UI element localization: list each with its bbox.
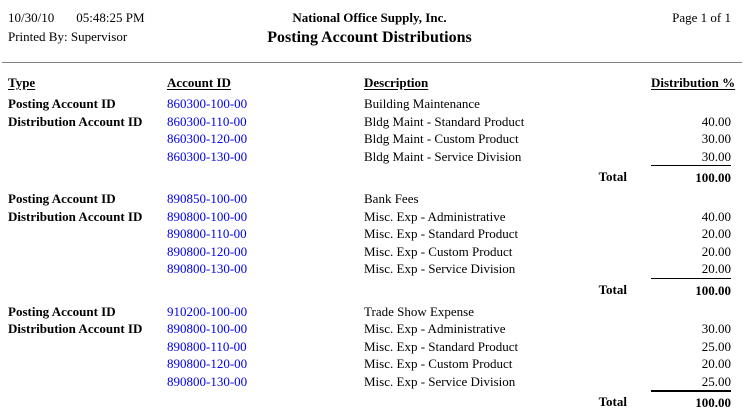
report-date: 10/30/10 (8, 10, 55, 25)
row-type-label (8, 260, 167, 278)
account-id-link[interactable]: 890850-100-00 (167, 191, 248, 206)
table-row (8, 190, 731, 208)
table-row (8, 95, 731, 113)
row-type-label (8, 130, 167, 148)
table-row (8, 148, 731, 166)
distribution-block (8, 303, 731, 412)
row-distribution-pct: 25.00 (701, 338, 731, 354)
row-type-label: Posting Account ID (8, 191, 116, 206)
total-row (8, 390, 731, 411)
total-label: Total (598, 169, 627, 184)
account-id-link[interactable]: 890800-130-00 (167, 373, 248, 389)
row-type-label: Distribution Account ID (8, 208, 143, 224)
account-id-link[interactable]: 860300-130-00 (167, 148, 248, 164)
row-type-label (8, 148, 167, 166)
page-number: Page 1 of 1 (672, 10, 731, 25)
report-body (8, 95, 731, 411)
account-id-link[interactable]: 890800-110-00 (167, 338, 247, 354)
table-row (8, 113, 731, 131)
row-type-label: Posting Account ID (8, 96, 116, 111)
row-description: Misc. Exp - Custom Product (364, 243, 513, 259)
row-description: Misc. Exp - Service Division (364, 261, 516, 276)
row-distribution-pct: 20.00 (701, 226, 731, 241)
row-distribution-pct: 30.00 (701, 131, 731, 146)
table-row (8, 130, 731, 148)
row-type-label (8, 225, 167, 243)
total-value: 100.00 (651, 278, 731, 299)
row-distribution-pct: 25.00 (701, 373, 731, 389)
report-title: Posting Account Distributions (267, 29, 472, 46)
column-header-row (8, 74, 736, 91)
report-header (8, 10, 731, 49)
total-row (8, 165, 731, 186)
report-time: 05:48:25 PM (76, 10, 145, 25)
row-type-label: Posting Account ID (8, 303, 116, 319)
row-description: Misc. Exp - Standard Product (364, 338, 519, 354)
table-row (8, 243, 731, 261)
row-distribution-pct: 20.00 (701, 261, 731, 276)
row-description: Bldg Maint - Service Division (364, 148, 522, 164)
row-distribution-pct: 30.00 (701, 148, 731, 164)
row-distribution-pct: 40.00 (701, 208, 731, 224)
company-name: National Office Supply, Inc. (292, 10, 447, 25)
distribution-block (8, 190, 731, 299)
row-description: Misc. Exp - Administrative (364, 321, 506, 336)
total-label: Total (598, 394, 627, 409)
row-type-label (8, 338, 167, 356)
account-id-link[interactable]: 890800-120-00 (167, 356, 248, 371)
account-id-link[interactable]: 910200-100-00 (167, 303, 248, 319)
account-id-link[interactable]: 890800-120-00 (167, 243, 248, 259)
printed-by: Printed By: Supervisor (8, 29, 128, 44)
row-type-label (8, 355, 167, 373)
account-id-link[interactable]: 860300-100-00 (167, 96, 248, 111)
column-header-account-id: Account ID (167, 75, 231, 90)
row-distribution-pct: 20.00 (701, 243, 731, 259)
row-description: Misc. Exp - Standard Product (364, 226, 519, 241)
table-row (8, 320, 731, 338)
row-distribution-pct (651, 303, 731, 321)
row-distribution-pct: 20.00 (701, 356, 731, 371)
account-id-link[interactable]: 860300-120-00 (167, 131, 248, 146)
row-type-label: Distribution Account ID (8, 321, 143, 336)
account-id-link[interactable]: 890800-130-00 (167, 261, 248, 276)
account-id-link[interactable]: 890800-100-00 (167, 208, 248, 224)
total-value: 100.00 (651, 165, 731, 186)
header-divider (2, 62, 742, 63)
row-description: Trade Show Expense (364, 303, 475, 319)
row-distribution-pct (651, 95, 731, 113)
total-label: Total (598, 281, 627, 297)
row-description: Bldg Maint - Standard Product (364, 113, 525, 129)
table-row (8, 373, 731, 391)
row-type-label (8, 373, 167, 391)
row-description: Misc. Exp - Service Division (364, 373, 516, 389)
column-header-type: Type (8, 75, 36, 90)
row-distribution-pct: 30.00 (701, 321, 731, 336)
row-description: Misc. Exp - Administrative (364, 208, 506, 224)
account-id-link[interactable]: 860300-110-00 (167, 113, 247, 129)
row-description: Misc. Exp - Custom Product (364, 356, 513, 371)
row-description: Bldg Maint - Custom Product (364, 131, 519, 146)
total-value: 100.00 (651, 390, 731, 411)
column-header-description: Description (364, 75, 429, 90)
account-id-link[interactable]: 890800-110-00 (167, 226, 247, 241)
row-description: Building Maintenance (364, 96, 480, 111)
account-id-link[interactable]: 890800-100-00 (167, 321, 248, 336)
row-distribution-pct (651, 190, 731, 208)
row-type-label (8, 243, 167, 261)
column-header-distribution-pct: Distribution % (651, 75, 736, 90)
table-row (8, 208, 731, 226)
row-description: Bank Fees (364, 191, 419, 206)
row-type-label: Distribution Account ID (8, 113, 143, 129)
row-distribution-pct: 40.00 (701, 113, 731, 129)
total-row (8, 278, 731, 299)
table-row (8, 303, 731, 321)
table-row (8, 338, 731, 356)
distribution-block (8, 95, 731, 186)
table-row (8, 260, 731, 278)
table-row (8, 355, 731, 373)
table-row (8, 225, 731, 243)
